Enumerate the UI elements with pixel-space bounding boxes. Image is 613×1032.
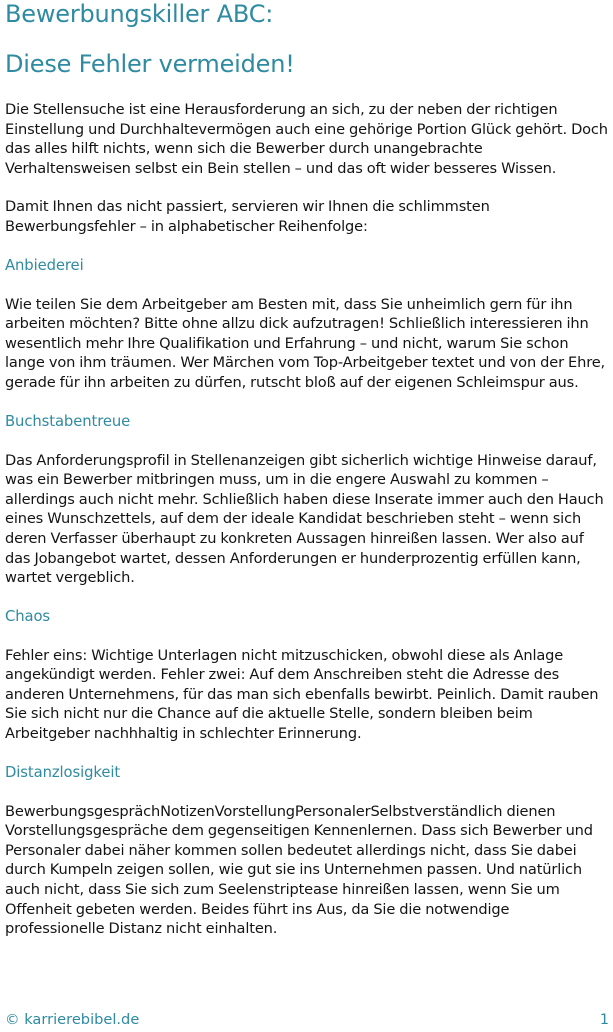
section-heading: Distanzlosigkeit <box>5 763 121 781</box>
page-title-line-2: Diese Fehler vermeiden! <box>5 50 295 78</box>
document-content <box>5 0 611 939</box>
section-paragraph: Das Anforderungsprofil in Stellenanzeigen gibt sicherlich wichtige Hinweise darauf, was ein Bewerber mitbringen muss, um in die engere Auswahl zu kommen – allerdings auch nicht mehr. Schließlich haben diese Inserate immer auch den Hauch eines Wunschzettels, auf dem der ideale Kandidat beschrieben steht – wenn sich deren Verfasser überhaupt zu konkreten Aussagen hinreißen lassen. Wer also auf das Jobangebot wartet, dessen Anforderungen er hunderprozentig erfüllen kann, wartet vergeblich. <box>5 451 604 587</box>
section-heading: Anbiederei <box>5 256 84 274</box>
section-heading: Chaos <box>5 607 51 625</box>
intro-paragraph-2: Damit Ihnen das nicht passiert, servieren wir Ihnen die schlimmsten Bewerbungsfehler – in alphabetischer Reihenfolge: <box>5 198 490 235</box>
intro-paragraph-1: Die Stellensuche ist eine Herausforderung an sich, zu der neben der richtigen Einstellung und Durchhaltevermögen auch eine gehörige Portion Glück gehört. Doch das alles hilft nichts, wenn sich die Bewerber durch unangebrachte Verhaltensweisen selbst ein Bein stellen – und das oft wider besseres Wissen. <box>5 101 608 177</box>
page-footer <box>0 1008 613 1032</box>
section-paragraph: Fehler eins: Wichtige Unterlagen nicht mitzuschicken, obwohl diese als Anlage angekündigt werden. Fehler zwei: Auf dem Anschreiben steht die Adresse des anderen Unternehmens, für das man sich ebenfalls bewirbt. Peinlich. Damit rauben Sie sich nicht nur die Chance auf die aktuelle Stelle, sondern bleiben beim Arbeitgeber nachhhaltig in schlechter Erinnerung. <box>5 646 599 743</box>
section-paragraph: BewerbungsgesprächNotizenVorstellungPersonalerSelbstverständlich dienen Vorstellungsgespräche dem gegenseitigen Kennenlernen. Dass sich Bewerber und Personaler dabei näher kommen sollen bedeutet allerdings nicht, dass Sie dabei durch Kumpeln zeigen sollen, wie gut sie ins Unternehmen passen. Und natürlich auch nicht, dass Sie sich zum Seelenstriptease hinreißen lassen, wenn Sie um Offenheit gebeten werden. Beides führt ins Aus, da Sie die notwendige professionelle Distanz nicht einhalten. <box>5 802 593 938</box>
section-heading: Buchstabentreue <box>5 412 131 430</box>
section-buchstabentreue <box>5 412 611 588</box>
footer-source: © karrierebibel.de <box>5 1011 140 1028</box>
page-title-line-1: Bewerbungskiller ABC: <box>5 0 274 28</box>
section-anbiederei <box>5 256 611 393</box>
section-paragraph: Wie teilen Sie dem Arbeitgeber am Besten mit, dass Sie unheimlich gern für ihn arbeiten möchten? Bitte ohne allzu dick aufzutragen! Schließlich interessieren ihn wesentlich mehr Ihre Qualifikation und Erfahrung – und nicht, warum Sie schon lange von ihm träumen. Wer Märchen vom Top-Arbeitgeber textet und von der Ehre, gerade für ihn arbeiten zu dürfen, rutscht bloß auf der eigenen Schleimspur aus. <box>5 295 606 391</box>
section-chaos <box>5 607 611 744</box>
page-number: 1 <box>599 1011 609 1028</box>
section-distanzlosigkeit <box>5 763 611 939</box>
